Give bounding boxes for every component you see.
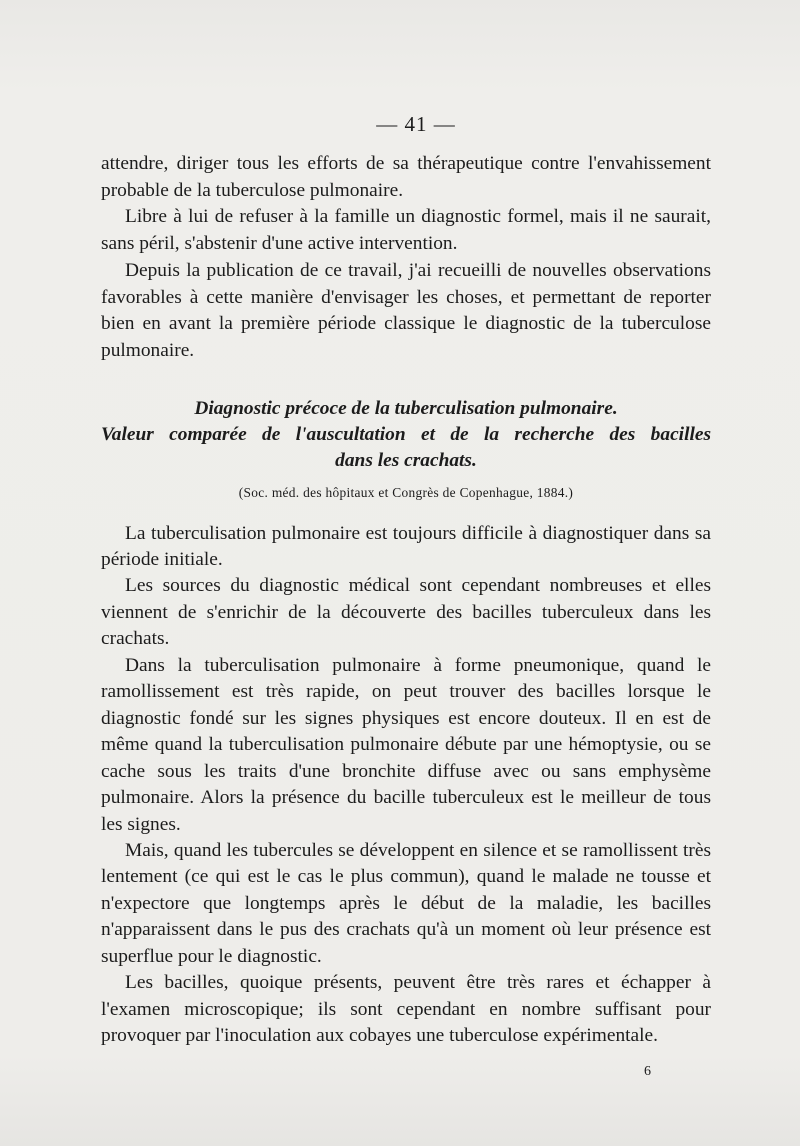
- intro-paragraph-1: attendre, diriger tous les efforts de sa thérapeutique contre l'envahissement probable de la tuberculose pulmonaire.: [101, 153, 711, 201]
- section-title-line-2: Valeur comparée de l'auscultation et de la recherche des bacilles: [101, 423, 711, 445]
- text-block: [101, 112, 711, 1050]
- page-number: — 41 —: [376, 112, 456, 136]
- body-paragraph-5: Les bacilles, quoique présents, peuvent être très rares et échapper à l'examen microscopique; ils sont cependant en nombre suffisant pour provoquer par l'inoculation aux cobayes une tuberculose expérimentale.: [101, 972, 711, 1047]
- section-body: [101, 521, 711, 1050]
- intro-paragraph-3: Depuis la publication de ce travail, j'ai recueilli de nouvelles observations favorables à cette manière d'envisager les choses, et permettant de reporter bien en avant la première période classique le diagnostic de la tuberculose pulmonaire.: [101, 259, 711, 361]
- section-title: [101, 396, 711, 475]
- body-paragraph-1: La tuberculisation pulmonaire est toujours difficile à diagnostiquer dans sa période initiale.: [101, 522, 711, 570]
- section-title-line-3: dans les crachats.: [335, 450, 477, 472]
- intro-paragraph-2: Libre à lui de refuser à la famille un diagnostic formel, mais il ne saurait, sans péril, s'abstenir d'une active intervention.: [101, 206, 711, 255]
- body-paragraph-2: Les sources du diagnostic médical sont cependant nombreuses et elles viennent de s'enrichir de la découverte des bacilles tuberculeux dans les crachats.: [101, 575, 711, 650]
- section-source-citation: (Soc. méd. des hôpitaux et Congrès de Copenhague, 1884.): [238, 484, 574, 500]
- body-paragraph-3: Dans la tuberculisation pulmonaire à forme pneumonique, quand le ramollissement est très rapide, on peut trouver des bacilles lorsque le diagnostic fondé sur les signes physiques est encore douteux. Il en est de même quand la tuberculisation pulmonaire débute par une hémoptysie, ou se cache sous les traits d'une bronchite diffuse avec ou sans emphysème pulmonaire. Alors la présence du bacille tuberculeux est le meilleur de tous les signes.: [101, 654, 711, 835]
- signature-mark: 6: [644, 1064, 651, 1079]
- section-title-line-1: Diagnostic précoce de la tuberculisation pulmonaire.: [194, 397, 618, 419]
- body-paragraph-4: Mais, quand les tubercules se développent en silence et se ramollissent très lentement (ce qui est le cas le plus commun), quand le malade ne tousse et n'expectore que longtemps après le début de la maladie, les bacilles n'apparaissent dans le pus des crachats qu'à un moment où leur présence est superflue pour le diagnostic.: [101, 839, 711, 967]
